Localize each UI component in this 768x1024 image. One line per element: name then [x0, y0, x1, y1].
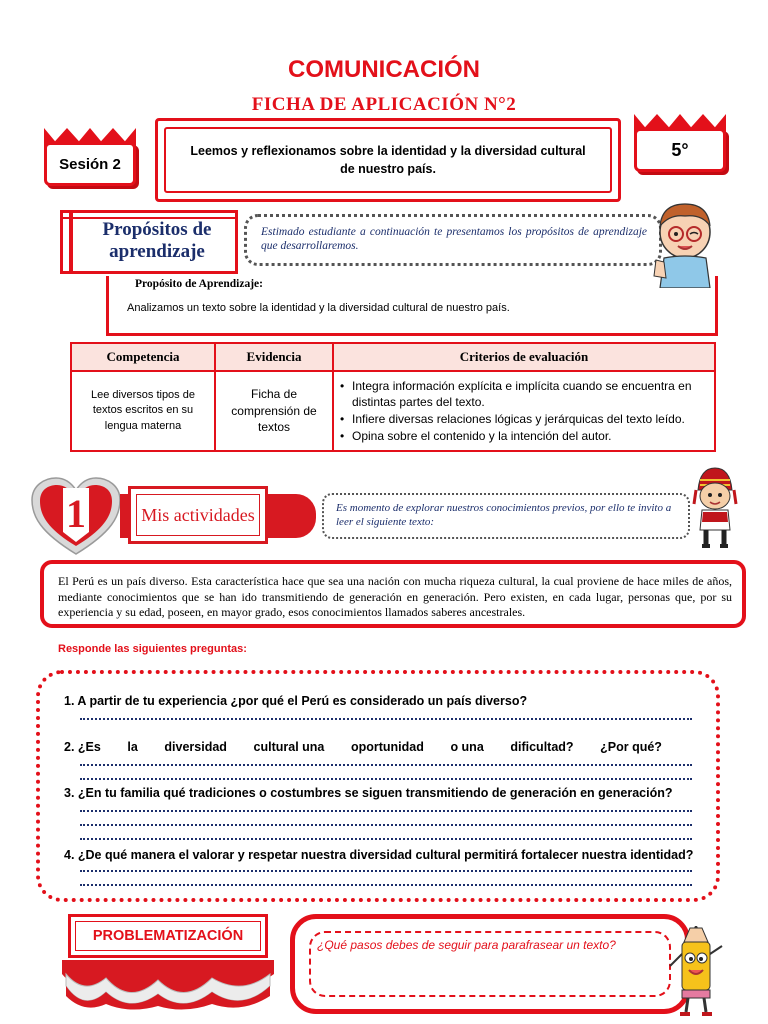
question-4: 4. ¿De qué manera el valorar y respetar nuestra diversidad cultural permitirá fortalecer nuestra identidad? — [64, 848, 694, 862]
purpose-label: Propósito de Aprendizaje: — [135, 278, 263, 290]
activity-number: 1 — [66, 491, 86, 536]
answer-line[interactable] — [80, 764, 692, 766]
answer-line[interactable] — [80, 838, 692, 840]
criteria-item: • Integra información explícita e implícita cuando se encuentra en distintas partes del texto. — [340, 378, 708, 411]
criteria-item: • Opina sobre el contenido y la intención del autor. — [340, 428, 708, 445]
purpose-text: Analizamos un texto sobre la identidad y la diversidad cultural de nuestro país. — [127, 302, 510, 314]
activities-prompt: Es momento de explorar nuestros conocimientos previos, por ello te invito a leer el siguiente texto: — [322, 493, 690, 539]
answer-line[interactable] — [80, 778, 692, 780]
competence-cell: Lee diversos tipos de textos escritos en su lengua materna — [71, 371, 215, 451]
criteria-table — [70, 342, 716, 452]
question-2-part: dificultad? — [510, 740, 574, 754]
grade-label: 5° — [671, 139, 689, 160]
question-2-part: la — [127, 740, 138, 754]
question-2-part: cultural una — [253, 740, 325, 754]
grade-badge — [634, 114, 726, 172]
criteria-item: • Infiere diversas relaciones lógicas y jerárquicas del texto leído. — [340, 411, 708, 428]
boy-with-glasses-icon — [650, 196, 720, 288]
header-criteria: Criterios de evaluación — [333, 343, 715, 371]
answer-line[interactable] — [80, 870, 692, 872]
session-label: Sesión 2 — [59, 155, 121, 173]
header-competence: Competencia — [71, 343, 215, 371]
topic-box — [155, 118, 621, 202]
question-2-part: ¿Por qué? — [600, 740, 662, 754]
evidence-cell: Ficha de comprensión de textos — [215, 371, 333, 451]
criteria-cell — [333, 371, 715, 451]
purposes-intro: Estimado estudiante a continuación te presentamos los propósitos de aprendizaje que desarrollaremos. — [244, 214, 662, 266]
child-with-hat-icon — [690, 466, 740, 550]
problematization-block — [62, 912, 274, 1014]
heart-number-icon — [30, 476, 122, 556]
question-3: 3. ¿En tu familia qué tradiciones o costumbres se siguen transmitiendo de generación en generación? — [64, 786, 673, 800]
answer-line[interactable] — [80, 884, 692, 886]
purposes-title-box — [60, 210, 238, 274]
topic-text: Leemos y reflexionamos sobre la identidad y la diversidad cultural de nuestro país. — [190, 143, 586, 176]
answer-line[interactable] — [80, 810, 692, 812]
question-2-part: o una — [450, 740, 484, 754]
question-2 — [64, 740, 662, 754]
question-2-part: 2. ¿Es — [64, 740, 101, 754]
purpose-box — [106, 276, 718, 336]
answer-line[interactable] — [80, 718, 692, 720]
table-row — [71, 371, 715, 451]
answer-line[interactable] — [80, 824, 692, 826]
question-2-part: diversidad — [164, 740, 227, 754]
activities-title: Mis actividades — [141, 504, 255, 525]
activities-ribbon — [120, 486, 316, 548]
question-2-part: oportunidad — [350, 740, 424, 754]
problematization-title-box — [68, 914, 268, 958]
purposes-title: Propósitos de aprendizaje — [102, 219, 212, 262]
question-1: 1. A partir de tu experiencia ¿por qué el Perú es considerado un país diverso? — [64, 694, 528, 708]
questions-box — [36, 670, 720, 902]
page-title: COMUNICACIÓN — [288, 56, 480, 83]
session-badge — [44, 128, 136, 186]
problematization-question: ¿Qué pasos debes de seguir para parafrasear un texto? — [317, 938, 616, 952]
problematization-title: PROBLEMATIZACIÓN — [92, 928, 244, 944]
reading-text: El Perú es un país diverso. Esta característica hace que sea una nación con mucha riqueza cultural, la cual proviene de hace miles de años, mediante conocimientos que se han ido transmitiendo de generación en generación. Pero existen, en cada lugar, personas que, por su experiencia y su edad, poseen, en mayor grado, esos conocimientos llamados saberes ancestrales. — [40, 560, 746, 628]
header-evidence: Evidencia — [215, 343, 333, 371]
problematization-question-box — [290, 914, 690, 1014]
questions-instruction: Responde las siguientes preguntas: — [58, 643, 247, 655]
page-subtitle: FICHA DE APLICACIÓN N°2 — [251, 94, 517, 115]
pencil-character-icon — [668, 926, 724, 1018]
